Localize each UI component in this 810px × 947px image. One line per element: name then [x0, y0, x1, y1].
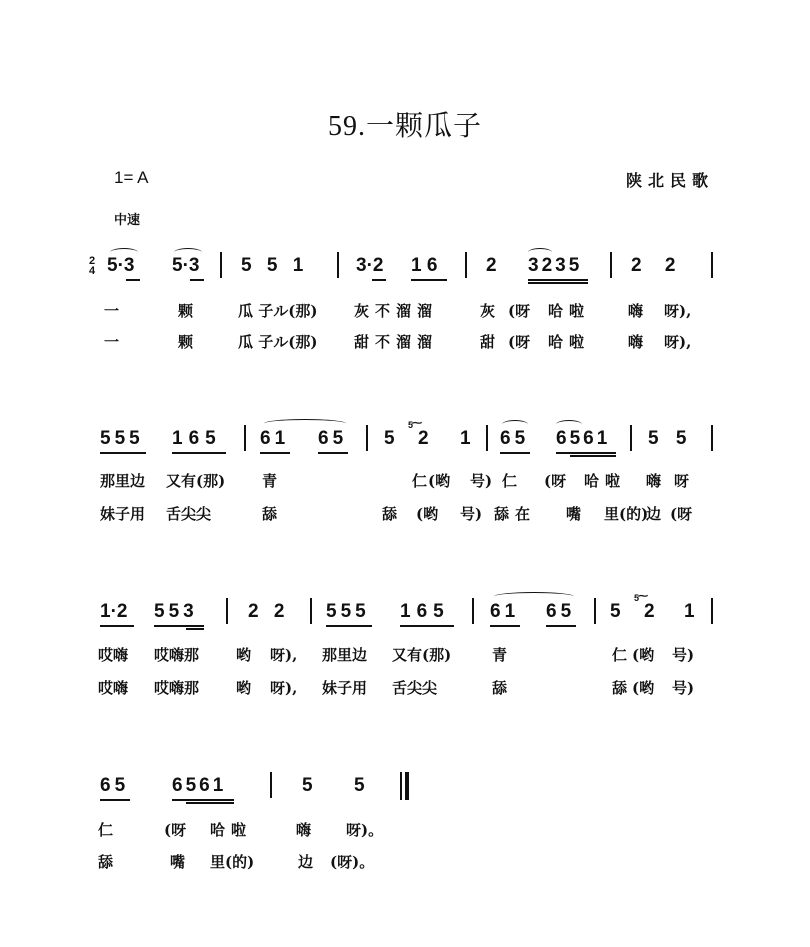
- lyric-line-1: [0, 819, 810, 841]
- lyric-word: 哟: [236, 679, 252, 697]
- lyric-word: 边: [298, 853, 314, 871]
- lyric-word: (哟: [632, 679, 655, 697]
- lyric-line-2: [0, 503, 810, 525]
- barline: [366, 425, 368, 451]
- note-group: 5: [610, 601, 621, 622]
- lyric-word: 哎嗨: [98, 679, 129, 697]
- lyric-word: 哈啦: [548, 333, 591, 351]
- note-group: 1: [460, 428, 471, 449]
- note-group: 65: [318, 428, 348, 449]
- note-group: 165: [172, 428, 222, 449]
- note-group: 2 2: [248, 601, 285, 622]
- lyric-word: 甜: [480, 333, 496, 351]
- lyric-word: 瓜 子ル(那): [238, 333, 318, 351]
- grace-note: 5: [634, 593, 640, 603]
- lyric-word: 里(的): [604, 505, 649, 523]
- note-group: 5: [384, 428, 395, 449]
- lyric-line-1: [0, 300, 810, 322]
- lyric-word: 呀),: [270, 646, 298, 664]
- lyric-word: 哎嗨那: [154, 679, 200, 697]
- lyric-word: (呀: [508, 302, 531, 320]
- lyric-word: 灰: [480, 302, 496, 320]
- lyric-word: 那里边: [322, 646, 368, 664]
- notation-line-2: 555 165 61 65 5 5 ⁓ 2 1 65 6561 5 5: [0, 428, 810, 458]
- lyric-word: 灰不溜溜: [354, 302, 439, 320]
- lyric-word: (呀: [164, 821, 187, 839]
- lyric-word: 哈啦: [548, 302, 591, 320]
- lyric-word: 边: [646, 505, 662, 523]
- lyric-line-2: [0, 677, 810, 699]
- barline: [465, 252, 467, 278]
- lyric-word: 舔: [612, 679, 628, 697]
- barline: [711, 252, 713, 278]
- note-group: 61: [490, 601, 520, 622]
- lyric-word: 又有(那): [166, 472, 226, 490]
- lyric-word: 嗨: [296, 821, 312, 839]
- note-group: 3·2: [356, 255, 384, 276]
- lyric-word: 那里边: [100, 472, 146, 490]
- grace-note: 5: [408, 420, 414, 430]
- lyric-line-2: [0, 331, 810, 353]
- lyric-word: 舔: [262, 505, 278, 523]
- lyric-word: 舔: [492, 679, 508, 697]
- barline: [594, 598, 596, 624]
- lyric-word: 舔: [98, 853, 114, 871]
- note-group: 65: [546, 601, 576, 622]
- lyric-word: 哟: [236, 646, 252, 664]
- lyric-word: (哟: [428, 472, 451, 490]
- note-group: 2: [644, 601, 655, 622]
- note-group: 61: [260, 428, 290, 449]
- key-signature: 1= A: [114, 168, 149, 187]
- note-group: 5·3: [172, 255, 200, 276]
- notation-line-4: [0, 775, 810, 805]
- lyric-word: 仁: [612, 646, 628, 664]
- note-group: 5·3: [107, 255, 135, 276]
- note-group: 5: [354, 775, 365, 796]
- note-group: 553: [154, 601, 198, 622]
- lyric-word: 颗: [178, 333, 194, 351]
- barline: [244, 425, 246, 451]
- note-group: 3235: [528, 255, 583, 276]
- barline: [270, 772, 272, 798]
- lyric-word: 青: [262, 472, 278, 490]
- note-group: 555: [326, 601, 370, 622]
- lyric-word: 号): [672, 646, 695, 664]
- note-group: 1 6: [411, 255, 438, 276]
- note-group: 1: [684, 601, 695, 622]
- barline: [486, 425, 488, 451]
- barline: [630, 425, 632, 451]
- lyric-word: 号): [460, 505, 483, 523]
- lyric-word: 哎嗨那: [154, 646, 200, 664]
- lyric-word: 呀),: [270, 679, 298, 697]
- barline: [610, 252, 612, 278]
- note-group: 5 5 1: [241, 255, 304, 276]
- lyric-word: (呀: [544, 472, 567, 490]
- lyric-word: 舔在: [494, 505, 537, 523]
- lyric-word: 舌尖尖: [166, 505, 212, 523]
- lyric-word: 又有(那): [392, 646, 452, 664]
- lyric-word: 号): [672, 679, 695, 697]
- barline: [472, 598, 474, 624]
- note-group: 6561: [172, 775, 227, 796]
- note-group: 65: [500, 428, 530, 449]
- time-signature: 2 4: [89, 255, 96, 277]
- lyric-word: 妹子用: [322, 679, 368, 697]
- lyric-word: 仁: [502, 472, 518, 490]
- lyric-word: (哟: [632, 646, 655, 664]
- lyric-word: 一: [104, 333, 120, 351]
- lyric-word: (哟: [416, 505, 439, 523]
- final-barline: [400, 772, 409, 800]
- note-group: 1·2: [100, 601, 128, 622]
- note-group: 65: [100, 775, 130, 796]
- barline: [711, 598, 713, 624]
- composer-credit: 陕北民歌: [626, 171, 715, 190]
- barline: [711, 425, 713, 451]
- lyric-word: 舌尖尖: [392, 679, 438, 697]
- lyric-word: (呀: [670, 505, 693, 523]
- lyric-word: 仁: [98, 821, 114, 839]
- barline: [220, 252, 222, 278]
- lyric-word: 哎嗨: [98, 646, 129, 664]
- barline: [337, 252, 339, 278]
- lyric-word: 呀: [674, 472, 690, 490]
- lyric-word: 哈啦: [584, 472, 627, 490]
- lyric-word: 哈啦: [210, 821, 253, 839]
- page-title: 59.一颗瓜子: [327, 111, 482, 142]
- notation-line-3: 1·2 553 2 2 555 165 61 65 5 5 ⁓ 2 1: [0, 601, 810, 631]
- notation-line-1: [0, 255, 810, 285]
- lyric-word: 仁: [412, 472, 428, 490]
- lyric-word: (呀)。: [330, 853, 375, 871]
- lyric-word: 青: [492, 646, 508, 664]
- barline: [310, 598, 312, 624]
- lyric-word: 呀)。: [346, 821, 384, 839]
- note-group: 2: [418, 428, 429, 449]
- note-group: 2 2: [631, 255, 676, 276]
- lyric-word: 嗨: [646, 472, 662, 490]
- lyric-word: 妹子用: [100, 505, 146, 523]
- lyric-word: 呀),: [664, 333, 692, 351]
- note-group: 5: [302, 775, 313, 796]
- lyric-line-1: [0, 470, 810, 492]
- lyric-word: 甜不溜溜: [354, 333, 439, 351]
- note-group: 165: [400, 601, 450, 622]
- note-group: 6561: [556, 428, 611, 449]
- lyric-word: 嘴: [170, 853, 186, 871]
- lyric-word: 里(的): [210, 853, 255, 871]
- lyric-word: 嗨: [628, 333, 644, 351]
- lyric-line-1: [0, 644, 810, 666]
- lyric-line-2: [0, 851, 810, 873]
- lyric-word: 一: [104, 302, 120, 320]
- lyric-word: 号): [470, 472, 493, 490]
- lyric-word: 舔: [382, 505, 398, 523]
- lyric-word: (呀: [508, 333, 531, 351]
- lyric-word: 瓜 子ル(那): [238, 302, 318, 320]
- barline: [226, 598, 228, 624]
- note-group: 5 5: [648, 428, 687, 449]
- lyric-word: 呀),: [664, 302, 692, 320]
- note-group: 555: [100, 428, 144, 449]
- tempo-marking: 中速: [114, 213, 141, 228]
- note-group: 2: [486, 255, 497, 276]
- lyric-word: 嗨: [628, 302, 644, 320]
- lyric-word: 颗: [178, 302, 194, 320]
- lyric-word: 嘴: [566, 505, 582, 523]
